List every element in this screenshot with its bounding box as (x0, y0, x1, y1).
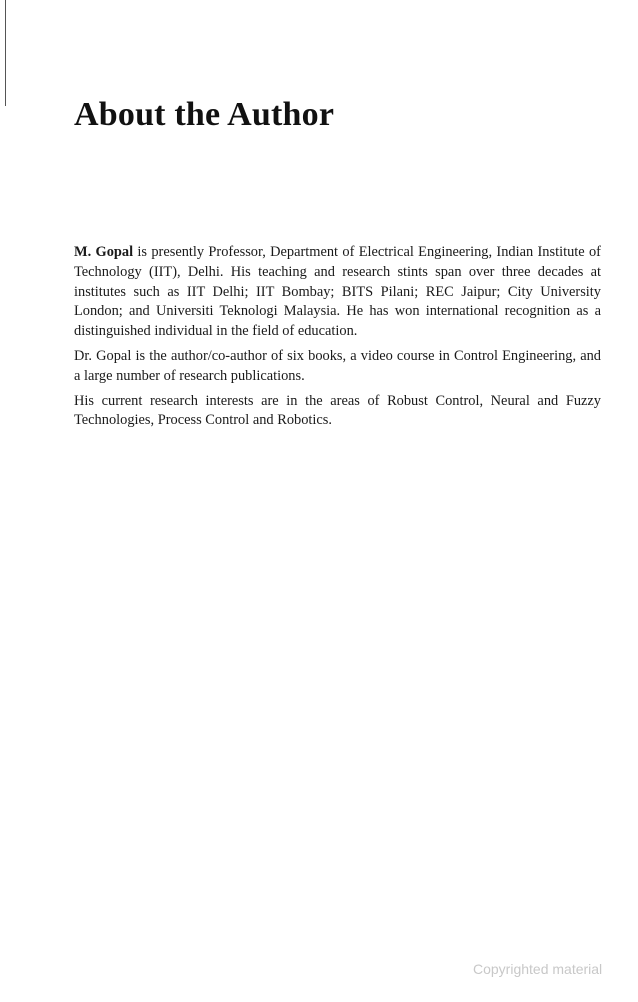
bio-paragraph-1-text: is presently Professor, Department of Electrical Engineering, Indian Institute of Technology (IIT), Delhi. His teaching and research stints span over three decades at institutes such as IIT Delhi; IIT Bombay; BITS Pilani; REC Jaipur; City University London; and Universiti Teknologi Malaysia. He has won international recognition as a distinguished individual in the field of education. (74, 244, 601, 340)
author-name: M. Gopal (74, 244, 134, 260)
bio-paragraph-1 (74, 243, 601, 342)
author-bio (74, 243, 601, 436)
page-title: About the Author (74, 96, 335, 133)
page-edge-line (5, 0, 6, 106)
copyright-watermark: Copyrighted material (473, 961, 603, 977)
bio-paragraph-2: Dr. Gopal is the author/co-author of six books, a video course in Control Engineering, and a large number of research publications. (74, 347, 601, 384)
bio-paragraph-3: His current research interests are in the areas of Robust Control, Neural and Fuzzy Technologies, Process Control and Robotics. (74, 392, 601, 429)
